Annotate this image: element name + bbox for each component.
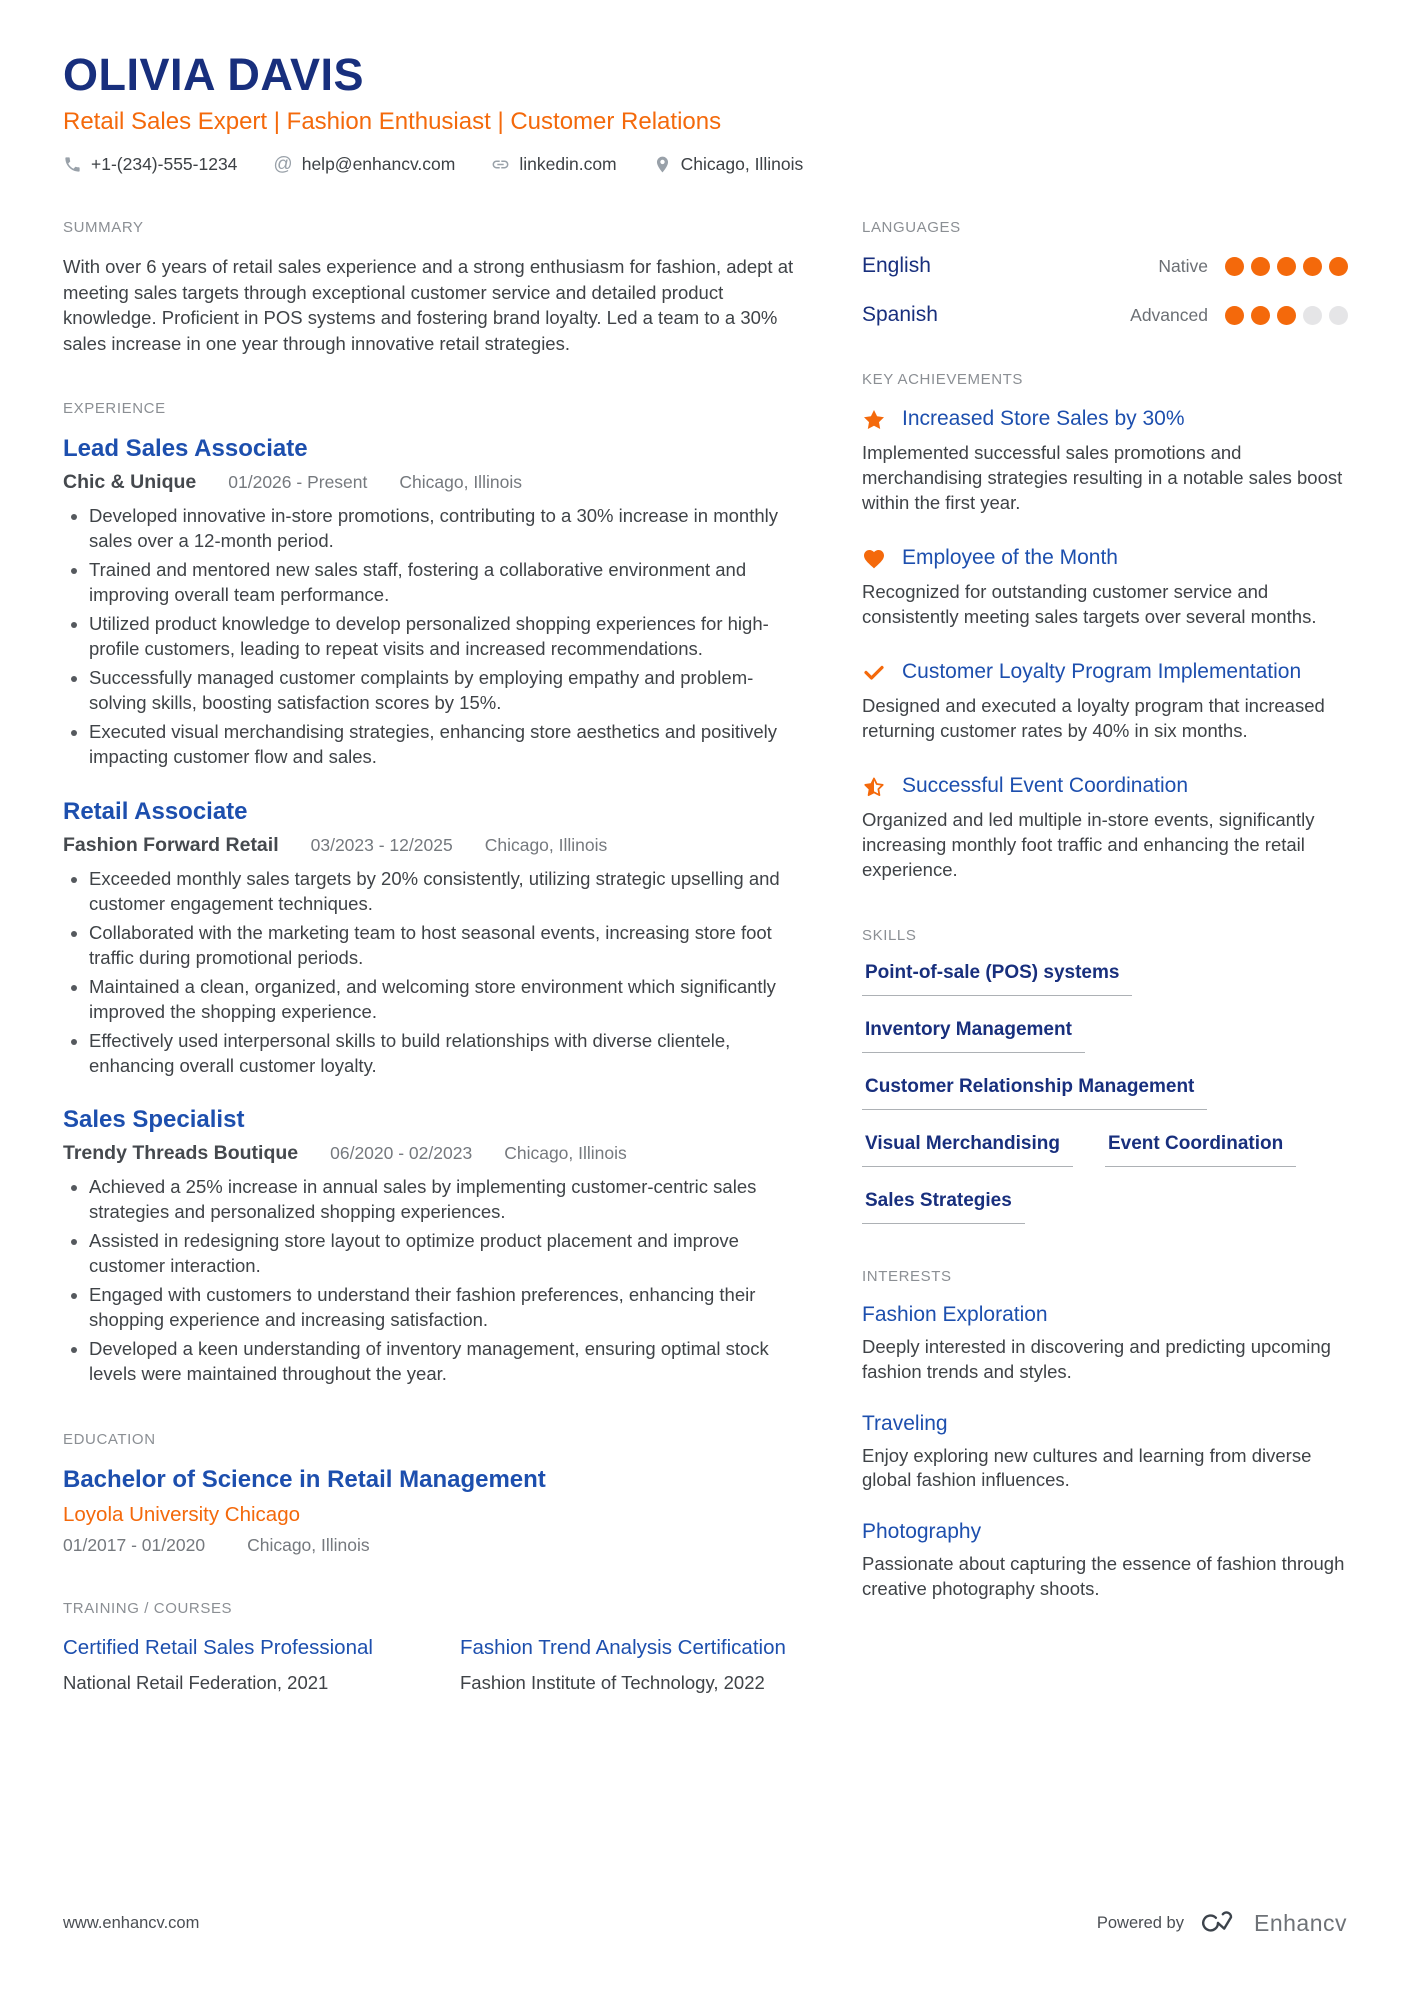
level-dot xyxy=(1329,257,1348,276)
contact-email[interactable] xyxy=(273,154,455,175)
degree-title: Bachelor of Science in Retail Management xyxy=(63,1466,546,1494)
language-row xyxy=(862,254,1348,278)
job-bullet: • Utilized product knowledge to develop personalized shopping experiences for high-profile customers, leading to repeat visits and increased recommendations. xyxy=(89,612,803,662)
job-bullet: • Engaged with customers to understand their fashion preferences, enhancing their shopping experience and increasing satisfaction. xyxy=(89,1283,803,1333)
language-row xyxy=(862,303,1348,327)
contact-phone-text: +1-(234)-555-1234 xyxy=(91,154,238,175)
job-entry xyxy=(63,1106,803,1387)
education-dates: 01/2017 - 01/2020 xyxy=(63,1535,206,1556)
enhancv-site-link[interactable]: www.enhancv.com xyxy=(63,1913,200,1932)
course-title: Fashion Trend Analysis Certification xyxy=(460,1636,786,1660)
section-label-summary: SUMMARY xyxy=(63,219,144,237)
skill-item: Customer Relationship Management xyxy=(862,1076,1207,1110)
interest-entry xyxy=(862,1303,1348,1385)
job-bullet: • Maintained a clean, organized, and welcoming store environment which significantly improved the shopping experience. xyxy=(89,975,803,1025)
job-bullet: • Exceeded monthly sales targets by 20% consistently, utilizing strategic upselling and customer engagement techniques. xyxy=(89,867,803,917)
skill-item: Inventory Management xyxy=(862,1019,1085,1053)
job-company: Chic & Unique xyxy=(63,471,197,494)
language-level-label: Native xyxy=(1158,255,1208,276)
location-icon xyxy=(653,155,672,174)
job-meta xyxy=(63,1142,803,1165)
job-location: Chicago, Illinois xyxy=(399,472,522,493)
enhancv-logo-icon xyxy=(1197,1909,1241,1937)
powered-by-label: Powered by xyxy=(1096,1913,1184,1932)
contact-email-text: help@enhancv.com xyxy=(301,154,456,175)
level-dot xyxy=(1277,257,1296,276)
resume-header xyxy=(63,50,1347,175)
languages-section xyxy=(862,219,1348,327)
achievement-head xyxy=(862,659,1348,686)
achievement-head xyxy=(862,545,1348,572)
achievement-title: Increased Store Sales by 30% xyxy=(902,407,1185,431)
interest-text: Deeply interested in discovering and predicting upcoming fashion trends and styles. xyxy=(862,1335,1331,1382)
level-dot xyxy=(1251,306,1270,325)
achievement-head xyxy=(862,406,1348,433)
contact-location-text: Chicago, Illinois xyxy=(680,154,804,175)
interest-entry xyxy=(862,1412,1348,1494)
achievement-entry xyxy=(862,406,1348,516)
level-dot xyxy=(1225,257,1244,276)
star-icon xyxy=(862,408,886,432)
language-level-dots xyxy=(1225,306,1348,325)
check-icon xyxy=(862,661,886,685)
achievement-entry xyxy=(862,545,1348,630)
contact-row xyxy=(63,154,1347,175)
skill-item: Event Coordination xyxy=(1105,1133,1296,1167)
training-section xyxy=(63,1600,803,1696)
job-bullet: • Trained and mentored new sales staff, fostering a collaborative environment and improving overall team performance. xyxy=(89,558,803,608)
email-icon: @ xyxy=(273,154,293,176)
school-name: Loyola University Chicago xyxy=(63,1503,301,1527)
job-title: Retail Associate xyxy=(63,797,248,825)
section-label-interests: INTERESTS xyxy=(862,1267,952,1285)
course-org: National Retail Federation, 2021 xyxy=(63,1671,329,1693)
skills-section xyxy=(862,927,1348,1224)
job-entry xyxy=(63,798,803,1079)
contact-linkedin-text: linkedin.com xyxy=(519,154,617,175)
job-bullet: • Assisted in redesigning store layout to optimize product placement and improve customer interaction. xyxy=(89,1229,803,1279)
job-meta xyxy=(63,471,803,494)
section-label-languages: LANGUAGES xyxy=(862,219,961,237)
job-company: Trendy Threads Boutique xyxy=(63,1142,299,1165)
experience-section xyxy=(63,400,803,1387)
language-level-label: Advanced xyxy=(1130,304,1208,325)
interests-section xyxy=(862,1268,1348,1603)
language-name: English xyxy=(862,254,931,278)
course-title: Certified Retail Sales Professional xyxy=(63,1636,373,1660)
contact-linkedin[interactable] xyxy=(491,154,616,175)
job-dates: 03/2023 - 12/2025 xyxy=(310,834,453,855)
link-icon xyxy=(491,155,510,174)
level-dot xyxy=(1225,306,1244,325)
contact-phone[interactable] xyxy=(63,154,237,175)
level-dot xyxy=(1303,257,1322,276)
level-dot xyxy=(1303,306,1322,325)
job-entry xyxy=(63,435,803,769)
interest-title: Traveling xyxy=(862,1411,948,1435)
job-bullets xyxy=(63,1175,803,1387)
summary-section xyxy=(63,219,803,356)
interest-text: Enjoy exploring new cultures and learning from diverse global fashion influences. xyxy=(862,1444,1312,1491)
course-org: Fashion Institute of Technology, 2022 xyxy=(460,1671,765,1693)
interest-text: Passionate about capturing the essence of fashion through creative photography shoots. xyxy=(862,1553,1345,1600)
job-title: Sales Specialist xyxy=(63,1106,245,1134)
section-label-experience: EXPERIENCE xyxy=(63,400,166,418)
contact-location xyxy=(653,154,804,175)
achievement-text: Organized and led multiple in-store events, significantly increasing monthly foot traffic and enhancing the retail experience. xyxy=(862,808,1315,880)
star-half-icon xyxy=(862,775,886,799)
job-bullet: • Achieved a 25% increase in annual sales by implementing customer-centric sales strategies and personalized shopping experiences. xyxy=(89,1175,803,1225)
job-bullet: • Effectively used interpersonal skills to build relationships with diverse clientele, enhancing overall customer loyalty. xyxy=(89,1029,803,1079)
job-dates: 06/2020 - 02/2023 xyxy=(330,1143,473,1164)
language-name: Spanish xyxy=(862,303,938,327)
powered-by[interactable] xyxy=(1097,1909,1347,1937)
job-bullet: • Executed visual merchandising strategies, enhancing store aesthetics and positively impacting customer flow and sales. xyxy=(89,720,803,770)
heart-icon xyxy=(862,547,886,571)
skills-list xyxy=(862,962,1348,1224)
education-location: Chicago, Illinois xyxy=(247,1535,370,1556)
job-location: Chicago, Illinois xyxy=(484,834,608,855)
interest-title: Fashion Exploration xyxy=(862,1302,1048,1326)
achievement-title: Customer Loyalty Program Implementation xyxy=(902,659,1302,683)
level-dot xyxy=(1251,257,1270,276)
achievement-text: Recognized for outstanding customer service and consistently meeting sales targets over several months. xyxy=(862,581,1317,628)
job-meta xyxy=(63,834,803,857)
level-dot xyxy=(1329,306,1348,325)
job-bullet: • Collaborated with the marketing team to host seasonal events, increasing store foot traffic during promotional periods. xyxy=(89,921,803,971)
phone-icon xyxy=(63,155,82,174)
content-columns xyxy=(63,219,1347,1869)
job-bullet: • Developed a keen understanding of inventory management, ensuring optimal stock levels were maintained throughout the year. xyxy=(89,1337,803,1387)
achievement-title: Successful Event Coordination xyxy=(902,773,1188,797)
job-bullets xyxy=(63,504,803,770)
achievement-entry xyxy=(862,773,1348,883)
course-entry xyxy=(63,1635,406,1696)
summary-text: With over 6 years of retail sales experience and a strong enthusiasm for fashion, adept at meeting sales targets through exceptional customer service and detailed product knowledge. Proficient in POS systems and fostering brand loyalty. Led a team to a 30% sales increase in one year through innovative retail strategies. xyxy=(63,256,794,354)
education-section xyxy=(63,1431,803,1556)
job-location: Chicago, Illinois xyxy=(504,1143,627,1164)
achievement-title: Employee of the Month xyxy=(902,546,1118,570)
courses-grid xyxy=(63,1635,803,1696)
education-meta xyxy=(63,1535,803,1556)
interest-title: Photography xyxy=(862,1520,982,1544)
job-company: Fashion Forward Retail xyxy=(63,833,279,856)
job-title: Lead Sales Associate xyxy=(63,435,308,463)
page-title: OLIVIA DAVIS xyxy=(63,49,365,100)
right-column xyxy=(862,219,1348,1646)
achievements-section xyxy=(862,371,1348,882)
job-bullet: • Successfully managed customer complaints by employing empathy and problem-solving skills, boosting satisfaction scores by 15%. xyxy=(89,666,803,716)
left-column xyxy=(63,219,803,1739)
section-label-skills: SKILLS xyxy=(862,926,917,944)
language-level-dots xyxy=(1225,257,1348,276)
section-label-education: EDUCATION xyxy=(63,1431,156,1449)
interest-entry xyxy=(862,1520,1348,1602)
job-bullet: • Developed innovative in-store promotions, contributing to a 30% increase in monthly sales over a 12-month period. xyxy=(89,504,803,554)
course-entry xyxy=(460,1635,803,1696)
achievement-text: Implemented successful sales promotions and merchandising strategies resulting in a notable sales boost within the first year. xyxy=(862,442,1343,514)
enhancv-brand-text: Enhancv xyxy=(1253,1909,1347,1936)
job-headline: Retail Sales Expert | Fashion Enthusiast | Customer Relations xyxy=(63,108,722,136)
achievement-text: Designed and executed a loyalty program that increased returning customer rates by 40% in six months. xyxy=(862,694,1325,741)
section-label-training: TRAINING / COURSES xyxy=(63,1600,233,1618)
section-label-achievements: KEY ACHIEVEMENTS xyxy=(862,371,1024,389)
achievement-head xyxy=(862,773,1348,800)
skill-item: Point-of-sale (POS) systems xyxy=(862,962,1132,996)
achievement-entry xyxy=(862,659,1348,744)
skill-item: Sales Strategies xyxy=(862,1190,1025,1224)
skill-item: Visual Merchandising xyxy=(862,1133,1073,1167)
job-dates: 01/2026 - Present xyxy=(228,472,368,493)
job-bullets xyxy=(63,867,803,1079)
page-footer xyxy=(63,1869,1347,1937)
level-dot xyxy=(1277,306,1296,325)
